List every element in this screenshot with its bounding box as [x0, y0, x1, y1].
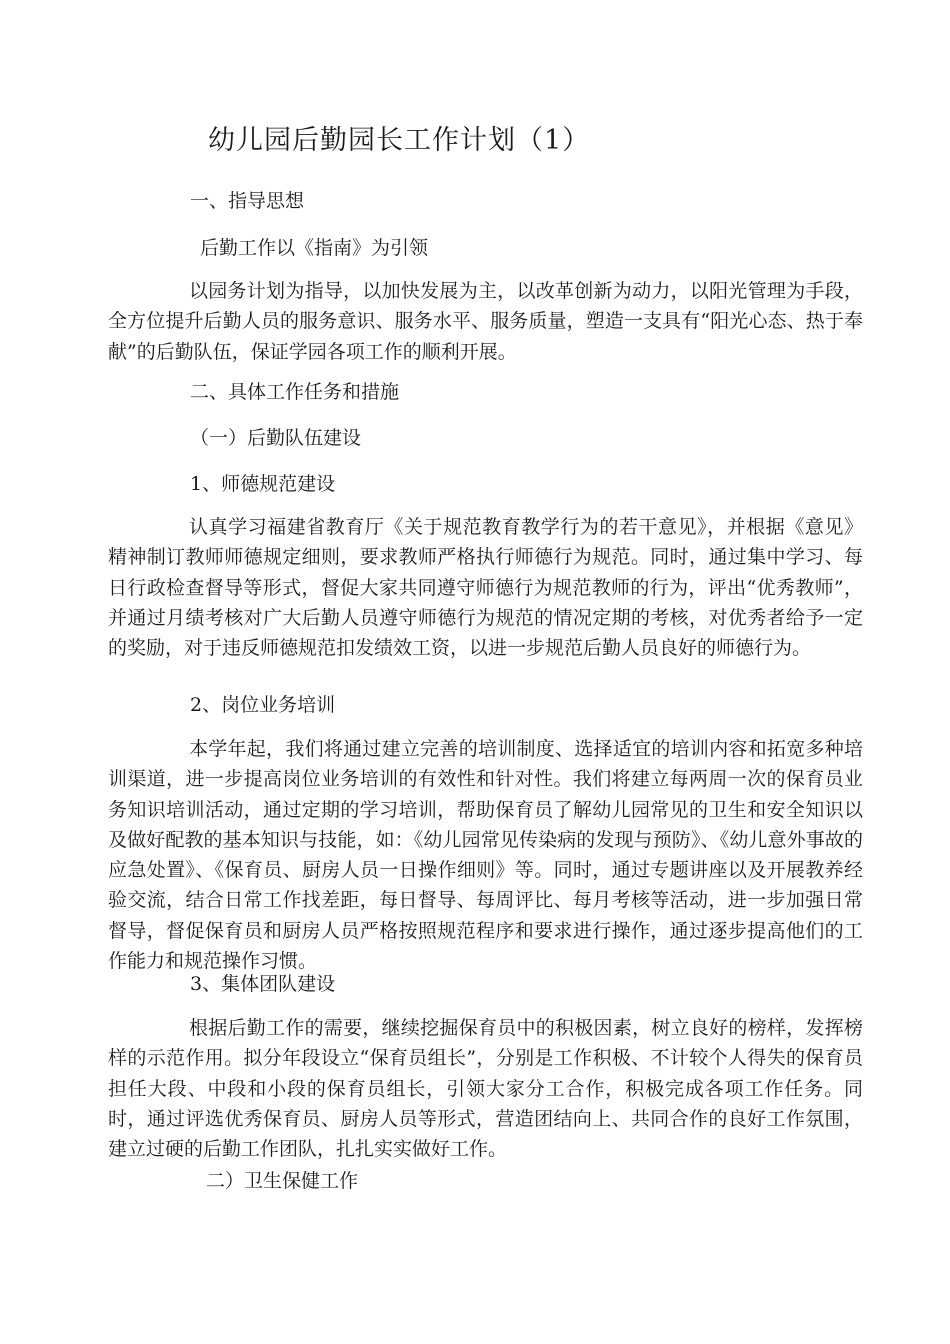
subsection-heading-team-building: （一）后勤队伍建设 [190, 427, 362, 449]
subsection-heading-health-care: 二）卫生保健工作 [206, 1170, 359, 1192]
document-title: 幼儿园后勤园长工作计划（1） [208, 125, 591, 156]
item-heading-training: 2、岗位业务培训 [190, 694, 336, 716]
paragraph-training: 本学年起，我们将通过建立完善的培训制度、选择适宜的培训内容和拓宽多种培训渠道，进一步提高岗位业务培训的有效性和针对性。我们将建立每两周一次的保育员业务知识培训活动，通过定期的学习培训，帮助保育员了解幼儿园常见的卫生和安全知识以及做好配教的基本知识与技能，如：《幼儿园常见传染病的发现与预防》、《幼儿意外事故的应急处置》、《保育员、厨房人员一日操作细则》等。同时，通过专题讲座以及开展教养经验交流，结合日常工作找差距，每日督导、每周评比、每月考核等活动，进一步加强日常督导，督促保育员和厨房人员严格按照规范程序和要求进行操作，通过逐步提高他们的工作能力和规范操作习惯。 [108, 738, 863, 973]
paragraph-team: 根据后勤工作的需要，继续挖掘保育员中的积极因素，树立良好的榜样，发挥榜样的示范作用。拟分年段设立“保育员组长”，分别是工作积极、不计较个人得失的保育员担任大段、中段和小段的保育员组长，引领大家分工合作，积极完成各项工作任务。同时，通过评选优秀保育员、厨房人员等形式，营造团结向上、共同合作的良好工作氛围，建立过硬的后勤工作团队，扎扎实实做好工作。 [108, 1017, 863, 1161]
section-heading-tasks-measures: 二、具体工作任务和措施 [190, 381, 400, 403]
section-heading-guiding-ideology: 一、指导思想 [190, 190, 305, 212]
item-heading-ethics: 1、师德规范建设 [190, 473, 336, 495]
section-subheading-guide: 后勤工作以《指南》为引领 [200, 237, 429, 259]
paragraph-guiding-ideology: 以园务计划为指导，以加快发展为主，以改革创新为动力，以阳光管理为手段，全方位提升后勤人员的服务意识、服务水平、服务质量，塑造一支具有“阳光心态、热于奉献”的后勤队伍，保证学园各项工作的顺利开展。 [108, 280, 863, 363]
item-heading-team: 3、集体团队建设 [190, 973, 336, 995]
paragraph-ethics: 认真学习福建省教育厅《关于规范教育教学行为的若干意见》，并根据《意见》精神制订教师师德规定细则，要求教师严格执行师德行为规范。同时，通过集中学习、每日行政检查督导等形式，督促大家共同遵守师德行为规范教师的行为，评出“优秀教师”，并通过月绩考核对广大后勤人员遵守师德行为规范的情况定期的考核，对优秀者给予一定的奖励，对于违反师德规范扣发绩效工资，以进一步规范后勤人员良好的师德行为。 [108, 516, 863, 660]
